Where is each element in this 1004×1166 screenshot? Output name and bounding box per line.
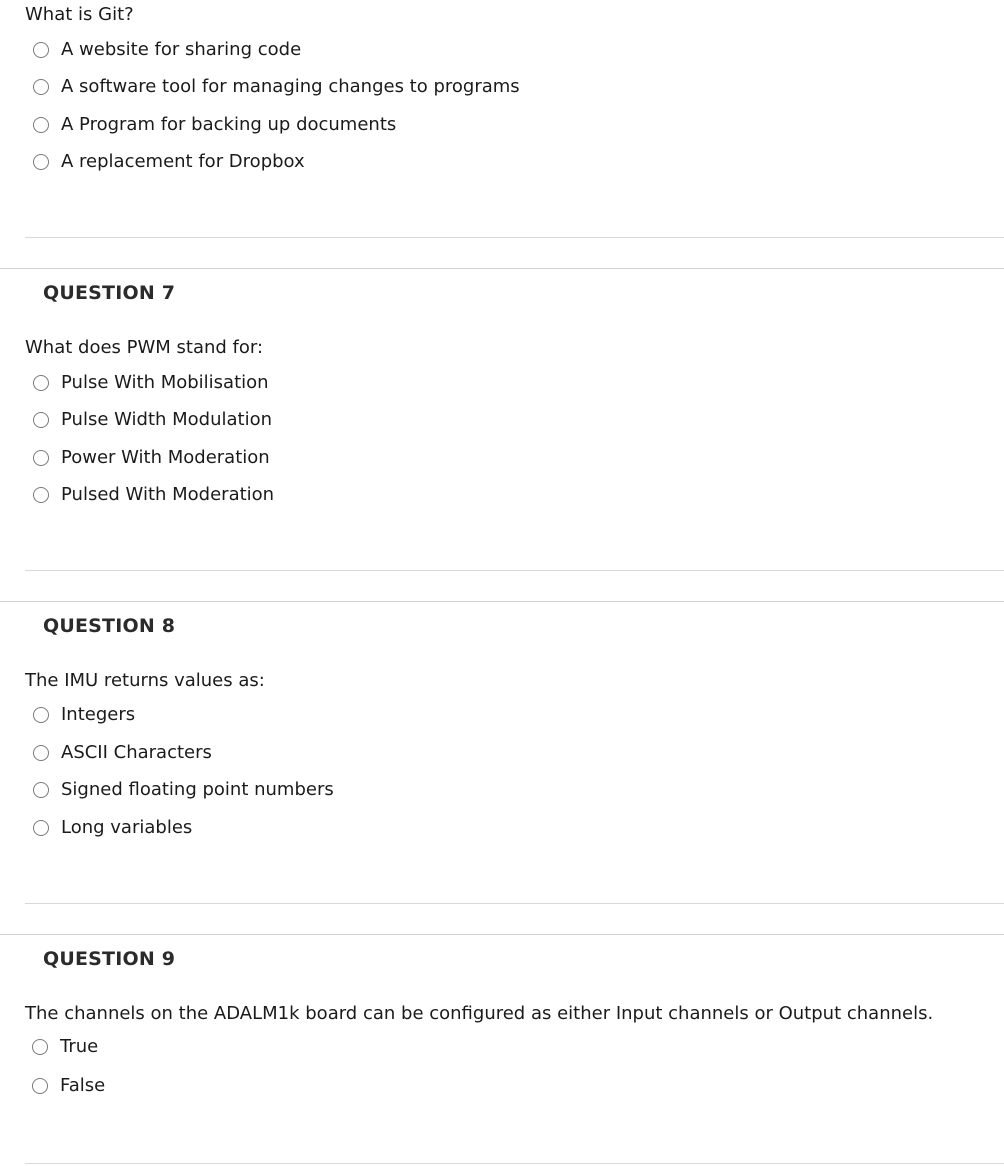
radio-button[interactable] — [33, 375, 49, 391]
question-separator — [0, 934, 1004, 935]
option-label: A software tool for managing changes to programs — [61, 76, 520, 97]
option-label: False — [60, 1075, 106, 1096]
question-8-prompt: The IMU returns values as: — [25, 670, 265, 691]
question-7-option-1[interactable] — [33, 370, 269, 396]
question-8-option-2[interactable] — [33, 740, 212, 766]
divider — [25, 570, 1004, 571]
radio-button[interactable] — [33, 117, 49, 133]
option-label: A replacement for Dropbox — [61, 151, 305, 172]
question-7-option-2[interactable] — [33, 407, 272, 433]
question-separator — [0, 601, 1004, 602]
radio-button[interactable] — [33, 782, 49, 798]
option-label: Signed floating point numbers — [61, 779, 334, 800]
radio-button[interactable] — [33, 707, 49, 723]
divider — [25, 1163, 1004, 1164]
option-label: A Program for backing up documents — [61, 114, 397, 135]
question-9-option-1[interactable] — [32, 1034, 98, 1060]
question-9-option-2[interactable] — [32, 1073, 105, 1099]
radio-button[interactable] — [33, 42, 49, 58]
option-label: A website for sharing code — [61, 39, 302, 60]
radio-button[interactable] — [32, 1078, 48, 1094]
option-label: Pulsed With Moderation — [61, 484, 275, 505]
question-6-option-1[interactable] — [33, 37, 301, 63]
question-8-option-4[interactable] — [33, 815, 192, 841]
radio-button[interactable] — [32, 1039, 48, 1055]
question-6-option-4[interactable] — [33, 149, 305, 175]
question-8-heading: QUESTION 8 — [43, 615, 176, 637]
option-label: Long variables — [61, 817, 193, 838]
question-8-option-3[interactable] — [33, 777, 334, 803]
question-8-option-1[interactable] — [33, 702, 135, 728]
question-6-prompt: What is Git? — [25, 4, 134, 25]
divider — [25, 903, 1004, 904]
radio-button[interactable] — [33, 154, 49, 170]
question-7-prompt: What does PWM stand for: — [25, 337, 264, 358]
question-9-heading: QUESTION 9 — [43, 948, 176, 970]
option-label: Pulse Width Modulation — [61, 409, 273, 430]
question-separator — [0, 268, 1004, 269]
option-label: ASCII Characters — [61, 742, 212, 763]
radio-button[interactable] — [33, 820, 49, 836]
radio-button[interactable] — [33, 450, 49, 466]
question-6-option-3[interactable] — [33, 112, 396, 138]
question-7-option-3[interactable] — [33, 445, 270, 471]
option-label: Pulse With Mobilisation — [61, 372, 269, 393]
question-7-heading: QUESTION 7 — [43, 282, 176, 304]
question-6-option-2[interactable] — [33, 74, 520, 100]
radio-button[interactable] — [33, 412, 49, 428]
option-label: True — [60, 1036, 99, 1057]
question-9-prompt: The channels on the ADALM1k board can be configured as either Input channels or Output channels. — [25, 1003, 934, 1024]
option-label: Power With Moderation — [61, 447, 270, 468]
divider — [25, 237, 1004, 238]
radio-button[interactable] — [33, 79, 49, 95]
option-label: Integers — [61, 704, 136, 725]
radio-button[interactable] — [33, 487, 49, 503]
radio-button[interactable] — [33, 745, 49, 761]
question-7-option-4[interactable] — [33, 482, 274, 508]
